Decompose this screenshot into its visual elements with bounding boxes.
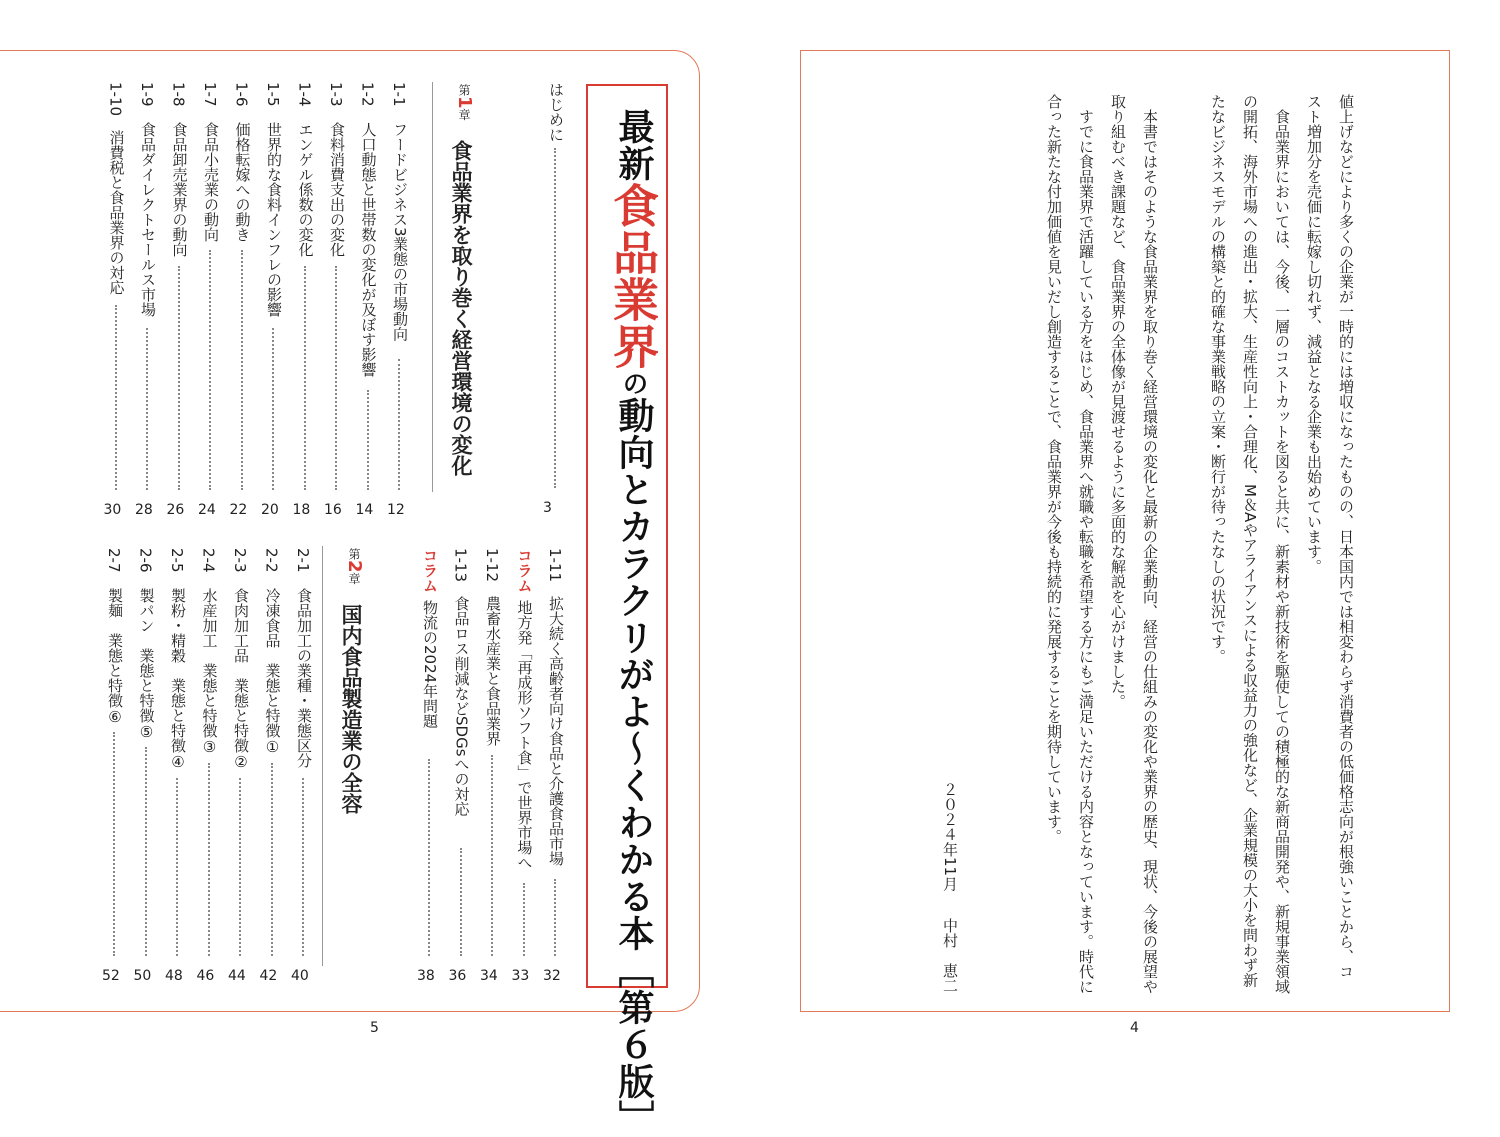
toc-entry-number: 2-1 <box>294 548 312 573</box>
toc-entry-number: 1-11 <box>546 548 564 583</box>
toc-entry-page: 14 <box>355 502 374 518</box>
page-number-right: 4 <box>1130 1020 1139 1036</box>
toc-entry-title: 食料消費支出の変化 <box>328 122 346 257</box>
toc-entry-page: 20 <box>261 502 279 518</box>
toc-leader-dots <box>398 359 400 491</box>
preface-line: 本書ではそのような食品業界を取り巻く経営環境の変化と最新の企業動向、経営の仕組みの変化や業界の歴史、現状、今後の展望や <box>1141 94 1159 994</box>
toc-leader-dots <box>554 879 556 956</box>
toc-entry-number: 2-6 <box>136 548 155 573</box>
toc-leader-dots <box>491 755 493 956</box>
toc-entry-page: 28 <box>135 502 153 518</box>
toc-entry-title: 製粉・精穀 業態と特徴④ <box>169 588 187 771</box>
toc-entry-number: コラム <box>421 548 439 593</box>
toc-entry-number: 1-3 <box>327 82 345 107</box>
chapter-1-title: 食品業界を取り巻く経営環境の変化 <box>449 140 473 476</box>
toc-entry-page: 36 <box>448 968 467 984</box>
toc-leader-dots <box>523 883 525 956</box>
toc-leader-dots <box>554 148 556 488</box>
toc-entry-number: 2-3 <box>231 548 249 573</box>
toc-entry-page: 26 <box>166 502 185 518</box>
toc-entry-number: 1-5 <box>264 82 282 107</box>
toc-leader-dots <box>178 266 180 491</box>
toc-entry-title: 食肉加工品 業態と特徴② <box>232 588 250 771</box>
toc-leader-dots <box>176 778 178 956</box>
toc-entry-page: 48 <box>165 968 183 984</box>
toc-leader-dots <box>304 266 306 491</box>
toc-entry-page: 33 <box>511 968 530 984</box>
preface-line: スト増加分を売価に転嫁し切れず、減益となる企業も出始めています。 <box>1305 94 1323 574</box>
toc-leader-dots <box>428 759 430 956</box>
toc-entry-page: 40 <box>291 968 309 984</box>
preface-line: 取り組むべき課題など、食品業界の全体像が見渡せるように多面的な解説を心がけました。 <box>1109 94 1127 709</box>
toc-entry-title: 消費税と食品業界の対応 <box>107 130 126 295</box>
chapter-divider <box>322 546 323 966</box>
toc-entry-number: 2-7 <box>105 548 123 573</box>
preface-line: の開拓、海外市場への進出・拡大、生産性向上・合理化、M＆Aやアライアンスによる収益力の強化など、企業規模の大小を問わず新 <box>1241 94 1259 988</box>
toc-leader-dots <box>145 747 147 956</box>
toc-entry-title: 製麺 業態と特徴⑥ <box>106 588 124 726</box>
toc-entry-number: 1-12 <box>483 548 501 583</box>
toc-entry-page: 34 <box>480 968 498 984</box>
toc-entry-number: 1-2 <box>358 82 377 107</box>
toc-entry-number: 2-5 <box>168 548 186 573</box>
toc-entry-page: 22 <box>229 502 248 518</box>
preface-author: 中村 恵二 <box>941 918 959 993</box>
toc-entry-title: 地方発「再成形ソフト食」で世界市場へ <box>515 600 534 870</box>
preface-line: たなビジネスモデルの構築と的確な事業戦略の立案・断行が待ったなしの状況です。 <box>1209 94 1227 664</box>
chapter-2-title: 国内食品製造業の全容 <box>339 604 363 814</box>
toc-leader-dots <box>239 778 241 956</box>
toc-entry-title: 食品加工の業種・業態区分 <box>295 588 313 768</box>
toc-entry-number: 1-8 <box>169 82 188 107</box>
toc-entry-page: 50 <box>133 968 152 984</box>
toc-leader-dots <box>113 732 115 957</box>
toc-entry-page: 32 <box>543 968 561 984</box>
toc-leader-dots <box>335 266 337 491</box>
toc-leader-dots <box>271 763 273 957</box>
toc-entry-page: 30 <box>103 502 122 518</box>
toc-entry-title: 食品小売業の動向 <box>202 122 220 242</box>
toc-entry-title: 価格転嫁への動き <box>233 122 252 242</box>
preface-line: すでに食品業界で活躍している方をはじめ、食品業界へ就職や転職を希望する方にもご満足いただける内容となっています。時代に <box>1077 94 1095 994</box>
toc-entry-page: 42 <box>259 968 278 984</box>
toc-entry-title: 製パン 業態と特徴⑤ <box>137 588 156 741</box>
toc-entry-page: 16 <box>324 502 342 518</box>
toc-leader-dots <box>115 305 117 491</box>
toc-entry-title: 食品卸売業界の動向 <box>170 122 189 257</box>
toc-leader-dots <box>367 390 369 491</box>
toc-leader-dots <box>208 763 210 957</box>
toc-leader-dots <box>146 328 148 491</box>
toc-entry-page: 12 <box>387 502 405 518</box>
toc-entry-number: コラム <box>515 548 534 593</box>
toc-entry-title: エンゲル係数の変化 <box>296 122 315 257</box>
toc-leader-dots <box>272 328 274 491</box>
toc-leader-dots <box>302 778 304 956</box>
book-title-box <box>586 84 668 1137</box>
toc-entry-title: 世界的な食料インフレの影響 <box>265 122 283 317</box>
toc-entry-title: 拡大続く高齢者向け食品と介護食品市場 <box>547 596 565 866</box>
preface-date: ２０２４年11月 <box>941 782 959 892</box>
toc-leader-dots <box>241 250 243 490</box>
toc-entry-number: 1-1 <box>390 82 408 107</box>
toc-entry-title: 人口動態と世帯数の変化が及ぼす影響 <box>359 122 378 377</box>
toc-entry-page: 46 <box>196 968 215 984</box>
toc-leader-dots <box>209 250 211 490</box>
toc-entry-number: 1-7 <box>201 82 219 107</box>
toc-entry-page: 44 <box>228 968 246 984</box>
preface-line: 値上げなどにより多くの企業が一時的には増収になったものの、日本国内では相変わらず消費者の低価格志向が根強いことから、コ <box>1337 94 1355 979</box>
toc-entry-page: 18 <box>292 502 311 518</box>
toc-entry-title: 食品ロス削減などSDGsへの対応 <box>452 596 471 817</box>
chapter-2-label: 第2章 <box>344 548 365 585</box>
toc-entry-title: 農畜水産業と食品業界 <box>484 596 502 746</box>
toc-entry-page: 24 <box>198 502 216 518</box>
toc-entry-number: 1-6 <box>232 82 251 107</box>
toc-entry-page: 3 <box>543 500 552 516</box>
chapter-1-label: 第1章 <box>454 84 475 121</box>
toc-entry-number: 2-4 <box>199 548 218 573</box>
toc-leader-dots <box>460 848 462 956</box>
toc-entry-title: 食品ダイレクトセールス市場 <box>139 122 157 317</box>
toc-entry-number: 1-13 <box>451 548 470 583</box>
toc-entry-title: はじめに <box>547 82 565 142</box>
preface-line: 食品業界においては、今後、一層のコストカットを図ると共に、新素材や新技術を駆使しての積極的な新商品開発や、新規事業領域 <box>1273 94 1291 994</box>
toc-entry-page: 52 <box>102 968 120 984</box>
page-number-left: 5 <box>370 1020 379 1036</box>
toc-entry-title: 物流の2024年問題 <box>421 600 439 729</box>
toc-entry-number: 2-2 <box>262 548 281 573</box>
preface-line: 合った新たな付加価値を見いだし創造することで、食品業界が今後も持続的に発展することを期待しています。 <box>1045 94 1063 844</box>
toc-entry-number: 1-10 <box>106 82 125 117</box>
book-title: 最新食品業界の動向とカラクリがよ〜くわかる本［第６版］ <box>606 108 660 1137</box>
toc-entry-page: 38 <box>417 968 435 984</box>
toc-entry-title: 水産加工 業態と特徴③ <box>200 588 219 756</box>
toc-entry-title: 冷凍食品 業態と特徴① <box>263 588 282 756</box>
toc-entry-number: 1-9 <box>138 82 156 107</box>
chapter-divider <box>432 82 433 492</box>
toc-entry-number: 1-4 <box>295 82 314 107</box>
toc-entry-title: フードビジネス3業態の市場動向 <box>391 122 409 342</box>
